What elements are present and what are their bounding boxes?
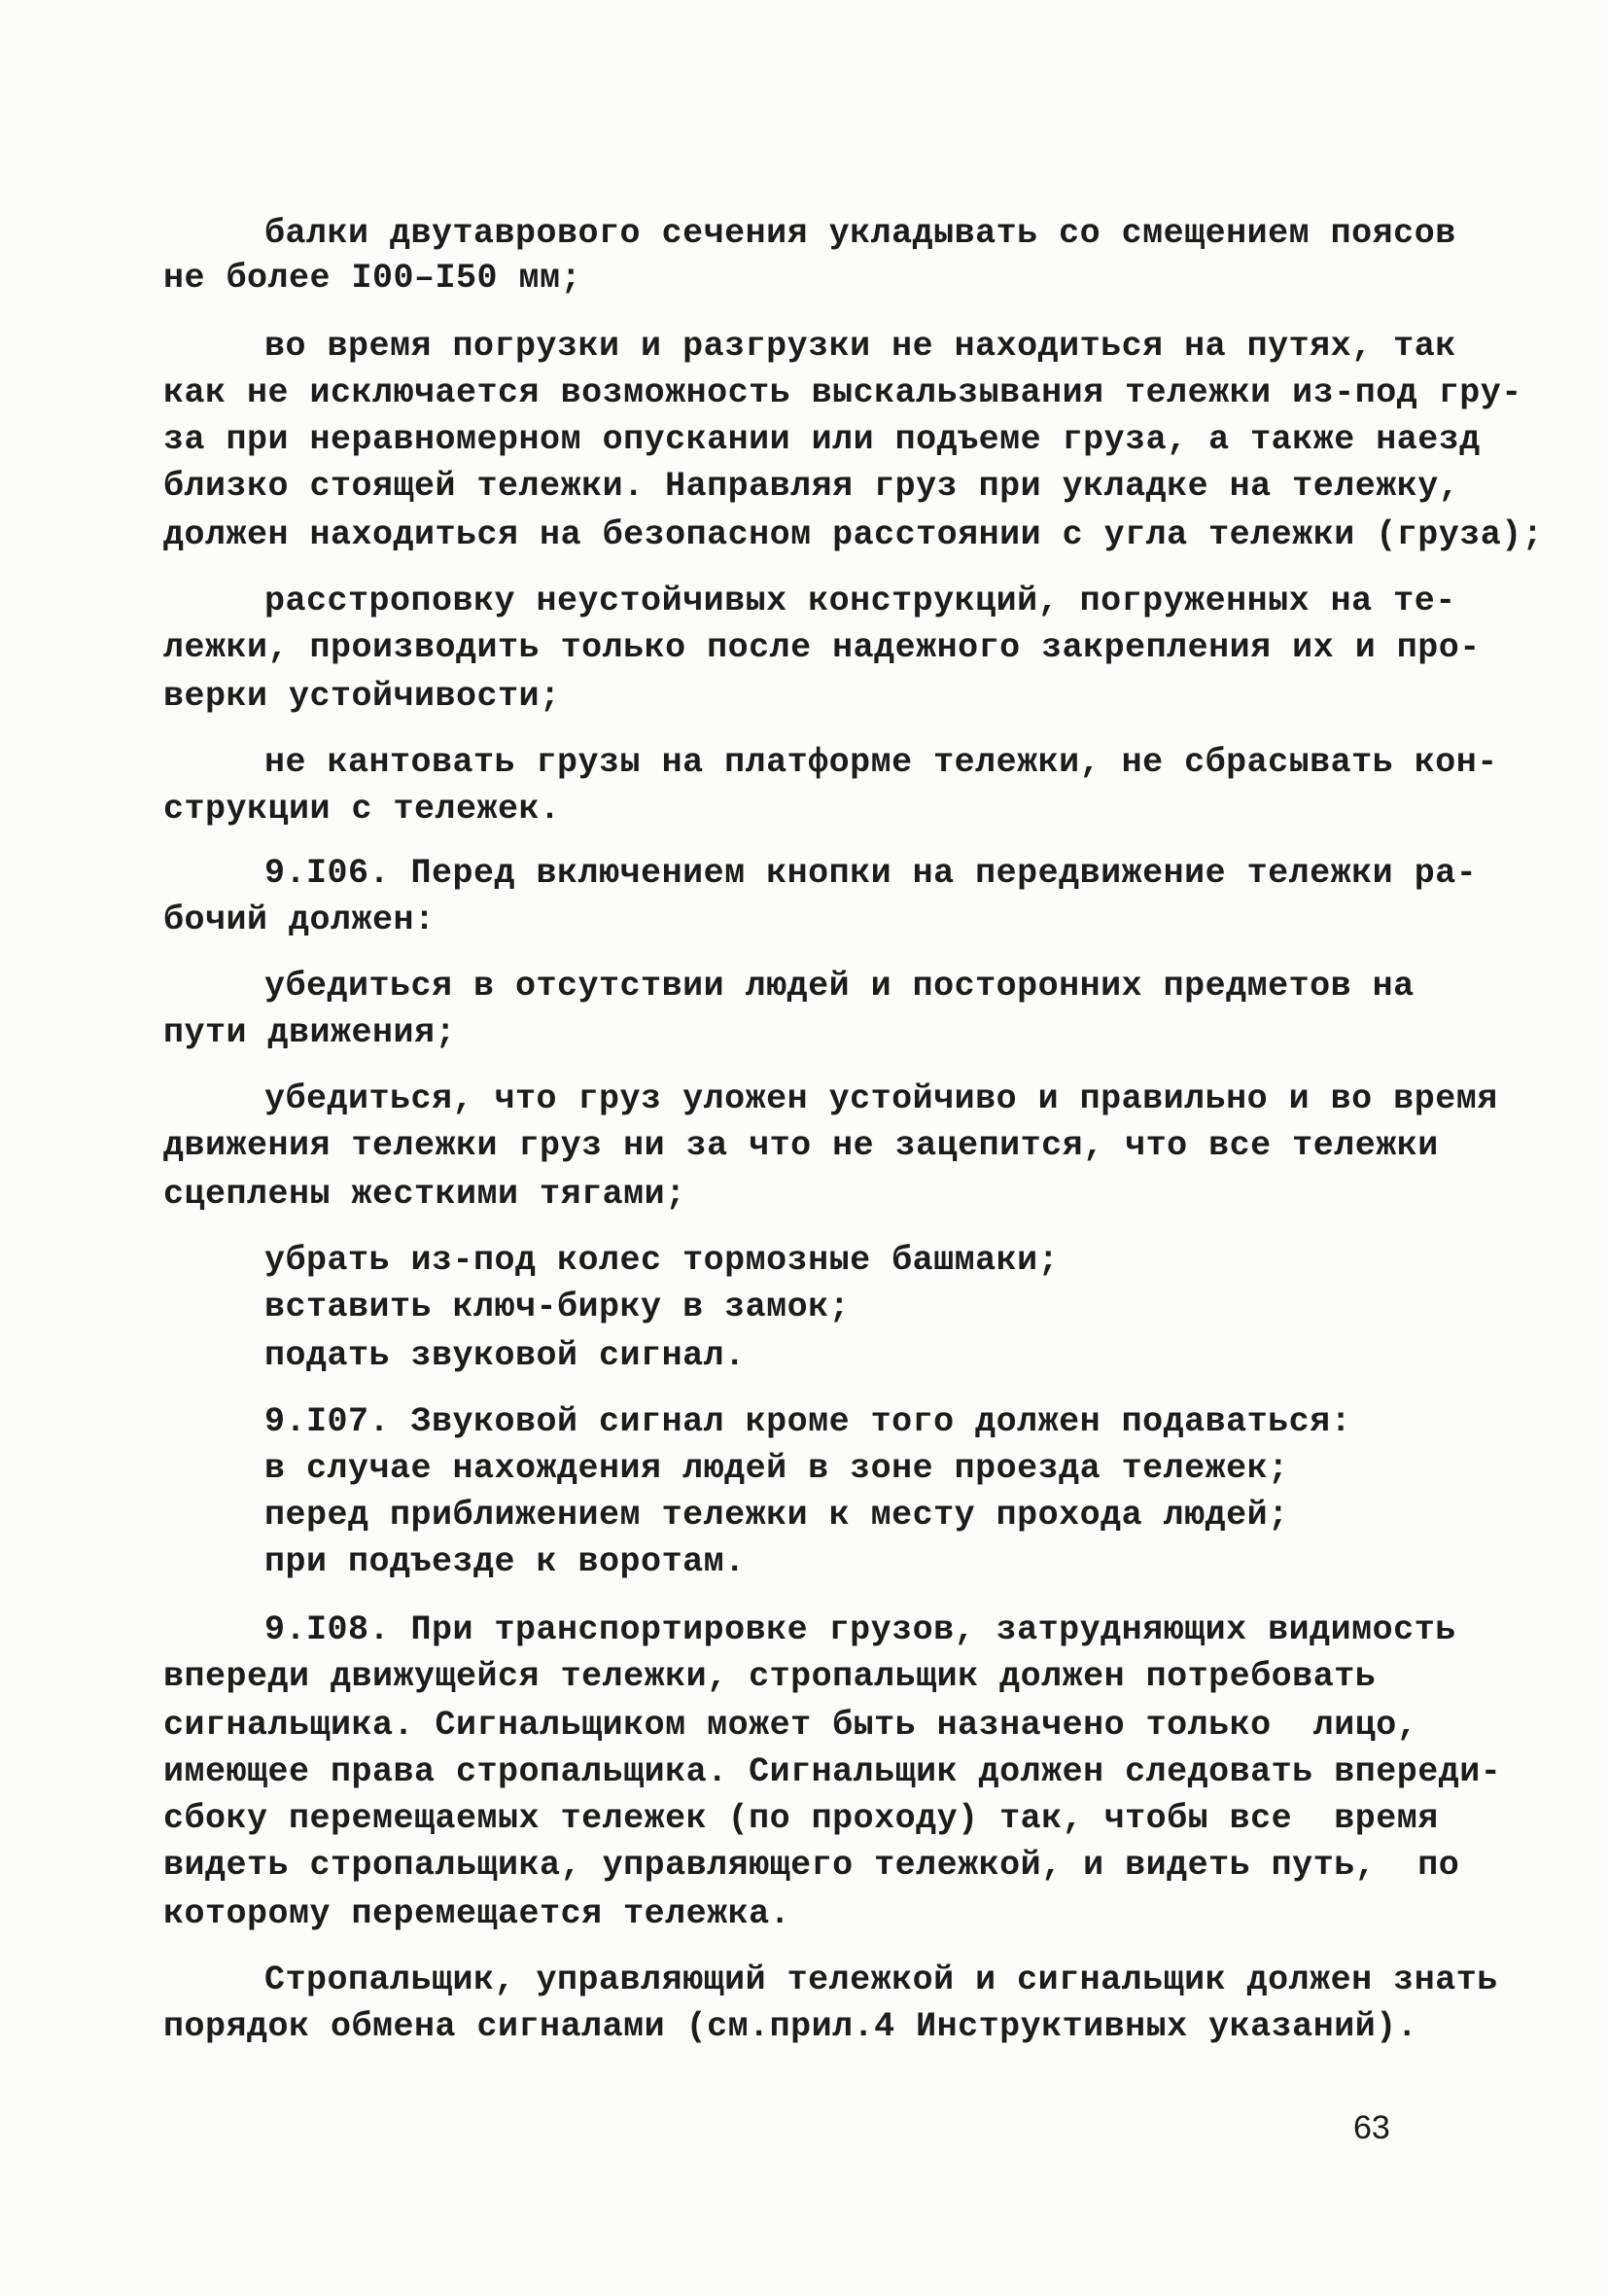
text-line: подать звуковой сигнал. bbox=[264, 1336, 746, 1375]
text-line: как не исключается возможность выскальзывания тележки из-под гру- bbox=[163, 373, 1522, 412]
text-line: балки двутаврового сечения укладывать со смещением поясов bbox=[264, 214, 1456, 253]
text-line: струкции с тележек. bbox=[163, 790, 561, 829]
text-line: вставить ключ-бирку в замок; bbox=[264, 1288, 851, 1326]
text-line: порядок обмена сигналами (см.прил.4 Инструктивных указаний). bbox=[163, 2007, 1418, 2046]
text-line: имеющее права стропальщика. Сигнальщик должен следовать впереди- bbox=[163, 1752, 1502, 1791]
text-line: в случае нахождения людей в зоне проезда тележек; bbox=[264, 1449, 1289, 1488]
text-line: впереди движущейся тележки, стропальщик должен потребовать bbox=[163, 1657, 1377, 1696]
text-line: близко стоящей тележки. Направляя груз при укладке на тележку, bbox=[163, 467, 1460, 506]
text-line: Стропальщик, управляющий тележкой и сигнальщик должен знать bbox=[264, 1960, 1498, 1999]
text-line: убедиться, что груз уложен устойчиво и правильно и во время bbox=[264, 1079, 1498, 1118]
text-line: расстроповку неустойчивых конструкций, погруженных на те- bbox=[264, 582, 1456, 620]
text-line: убрать из-под колес тормозные башмаки; bbox=[264, 1241, 1060, 1280]
text-line: бочий должен: bbox=[163, 901, 436, 939]
text-line: не более I00–I50 мм; bbox=[163, 259, 582, 298]
text-line: сигнальщика. Сигнальщиком может быть назначено только лицо, bbox=[163, 1706, 1418, 1745]
text-line: во время погрузки и разгрузки не находиться на путях, так bbox=[264, 327, 1456, 366]
text-line: 9.I06. Перед включением кнопки на передвижение тележки ра- bbox=[264, 854, 1478, 893]
text-line: верки устойчивости; bbox=[163, 677, 561, 716]
text-line: 9.I08. При транспортировке грузов, затрудняющих видимость bbox=[264, 1610, 1456, 1649]
text-line: пути движения; bbox=[163, 1013, 457, 1052]
text-line: за при неравномерном опускании или подъеме груза, а также наезд bbox=[163, 420, 1481, 459]
text-line: перед приближением тележки к месту прохода людей; bbox=[264, 1496, 1289, 1535]
text-line: не кантовать грузы на платформе тележки, не сбрасывать кон- bbox=[264, 743, 1498, 782]
text-line: сбоку перемещаемых тележек (по проходу) так, чтобы все время bbox=[163, 1799, 1439, 1838]
page-number: 63 bbox=[1353, 2109, 1390, 2146]
text-line: видеть стропальщика, управляющего тележкой, и видеть путь, по bbox=[163, 1846, 1460, 1885]
text-line: при подъезде к воротам. bbox=[264, 1542, 746, 1581]
text-line: движения тележки груз ни за что не зацепится, что все тележки bbox=[163, 1126, 1439, 1165]
text-line: должен находиться на безопасном расстоянии с угла тележки (груза); bbox=[163, 515, 1544, 554]
text-line: убедиться в отсутствии людей и посторонних предметов на bbox=[264, 967, 1415, 1006]
text-line: которому перемещается тележка. bbox=[163, 1894, 791, 1933]
text-line: 9.I07. Звуковой сигнал кроме того должен подаваться: bbox=[264, 1402, 1352, 1441]
text-line: сцеплены жесткими тягами; bbox=[163, 1175, 686, 1214]
text-line: лежки, производить только после надежного закрепления их и про- bbox=[163, 628, 1481, 667]
